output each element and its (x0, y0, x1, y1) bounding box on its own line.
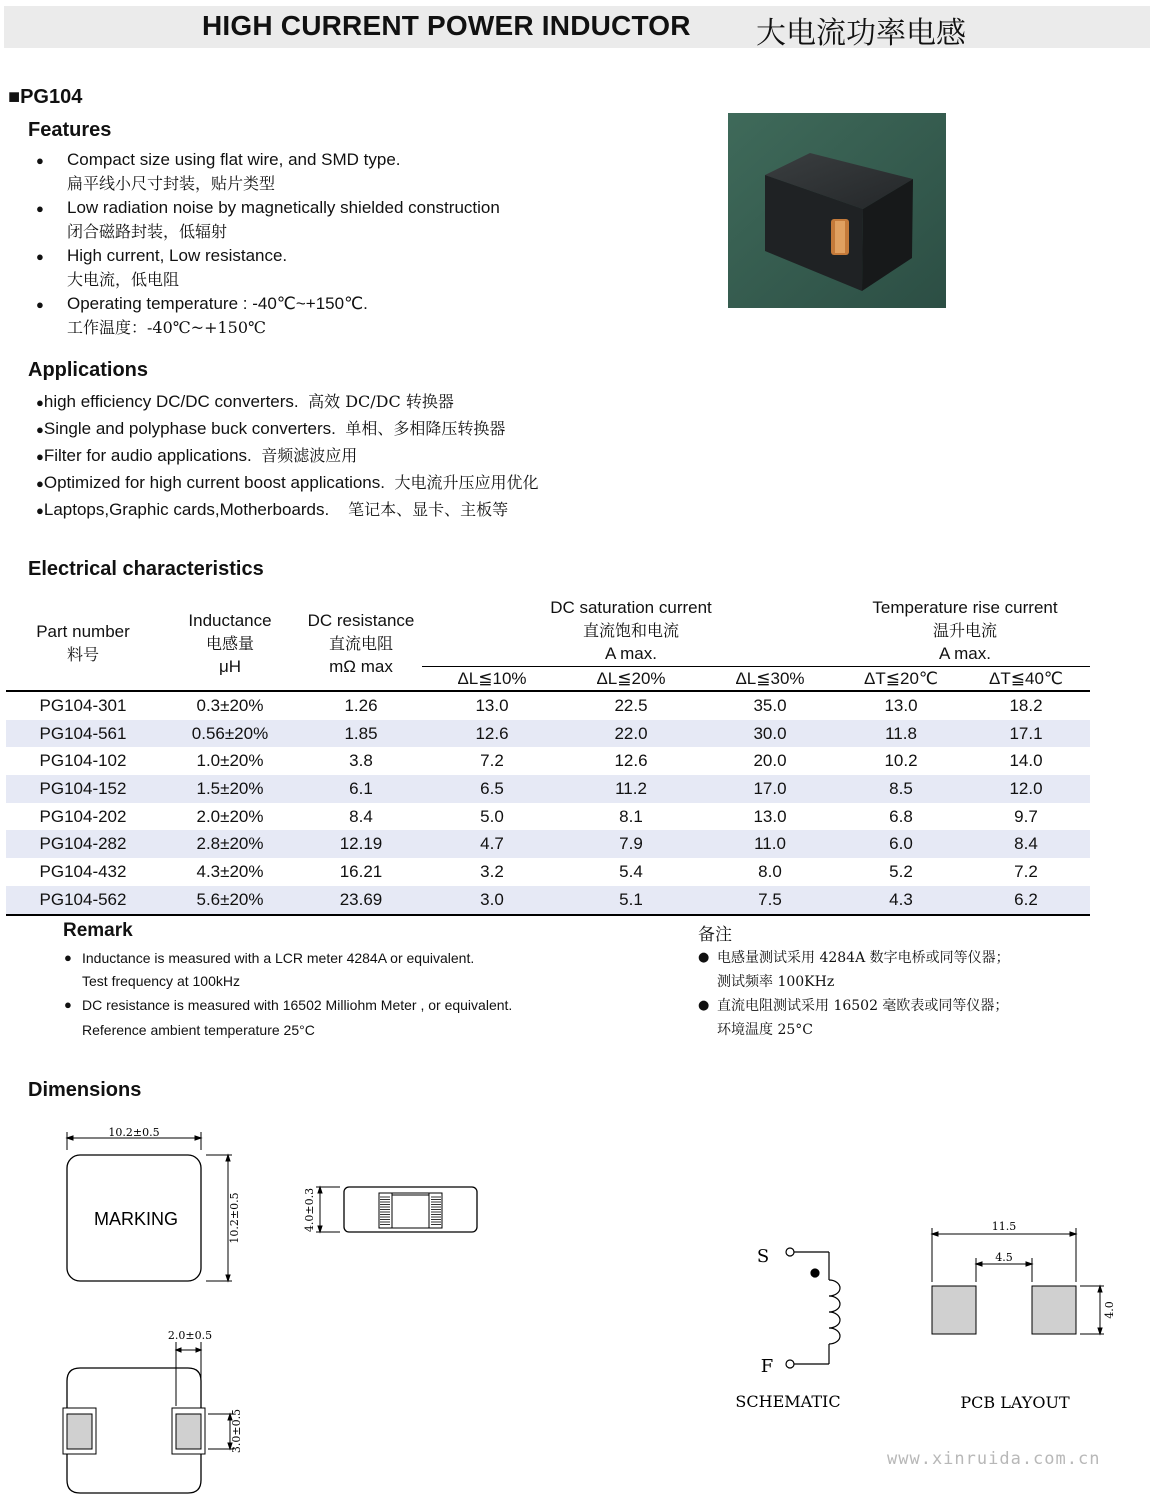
arrow-icon (195, 1136, 201, 1140)
table-cell: 18.2 (1009, 695, 1043, 715)
col-sat-20: ΔL≦20% (596, 669, 666, 688)
bullet-icon: ● (36, 476, 44, 491)
table-cell: 35.0 (753, 695, 787, 715)
table-cell: 8.1 (619, 806, 643, 826)
table-cell: PG104-282 (6, 830, 160, 858)
col-saturation-current: DC saturation current 直流饱和电流 A max. (422, 596, 840, 667)
bullet-icon: ● (36, 153, 44, 168)
col-temperature-rise: Temperature rise current 温升电流 A max. (840, 596, 1090, 667)
table-cell: 3.2 (480, 861, 504, 881)
application-item: ●Single and polyphase buck converters. 单相、多相降压转换器 (36, 419, 506, 438)
title-english: HIGH CURRENT POWER INDUCTOR (202, 10, 691, 41)
application-item: ●Filter for audio applications. 音频滤波应用 (36, 446, 358, 465)
table-cell: 1.5±20% (160, 775, 300, 803)
features-heading: Features (28, 119, 112, 141)
arrow-icon (976, 1262, 982, 1266)
table-cell: 6.2 (962, 886, 1090, 915)
table-cell: PG104-202 (39, 806, 127, 826)
bottom-view-drawing (63, 1342, 234, 1493)
bullet-icon: ● (36, 422, 44, 437)
bullet-icon: ● (36, 503, 44, 518)
bullet-icon: ● (698, 950, 710, 965)
winding-lines (380, 1197, 441, 1225)
product-photo (728, 113, 946, 308)
table-cell: PG104-102 (39, 751, 127, 771)
coil-icon (829, 1280, 840, 1344)
dim-pad-height: 3.0±0.5 (230, 1408, 243, 1454)
table-cell: 30.0 (700, 720, 840, 748)
marking-label: MARKING (93, 1209, 179, 1229)
table-cell: 13.0 (475, 695, 509, 715)
pcb-pad-right (1032, 1286, 1076, 1334)
table-cell: 11.2 (562, 775, 700, 803)
feature-item: ● Operating temperature : -40℃~+150℃. 工作温度：-40℃~+150℃ (36, 294, 368, 337)
dimension-drawings (0, 1110, 1152, 1504)
bullet-icon: ● (36, 201, 44, 216)
table-cell: PG104-301 (39, 695, 127, 715)
table-cell: 12.6 (614, 751, 648, 771)
table-row (6, 691, 1090, 720)
pcb-dim-height: 4.0 (1103, 1301, 1116, 1319)
application-item: ●Optimized for high current boost applications. 大电流升压应用优化 (36, 473, 539, 492)
table-cell: 7.2 (480, 751, 504, 771)
remark-item: ● 直流电阻测试采用 16502 毫欧表或同等仪器； 环境温度 25°C (698, 994, 1010, 1042)
table-cell: 6.1 (300, 775, 422, 803)
arrow-icon (318, 1187, 322, 1193)
arrow-icon (226, 1155, 230, 1161)
table-cell: 1.85 (300, 720, 422, 748)
pcb-dim-gap: 4.5 (995, 1251, 1013, 1264)
arrow-icon (226, 1275, 230, 1281)
arrow-icon (196, 1348, 201, 1352)
remark-heading: Remark (63, 920, 133, 941)
bullet-icon: ● (36, 395, 44, 410)
bullet-icon: ● (36, 297, 44, 312)
table-cell: 22.5 (614, 695, 648, 715)
table-cell: 23.69 (300, 886, 422, 915)
pad-left (67, 1414, 92, 1449)
col-sat-30: ΔL≦30% (735, 669, 805, 688)
table-cell: 11.8 (840, 720, 962, 748)
table-cell: PG104-561 (6, 720, 160, 748)
watermark: www.xinruida.com.cn (887, 1449, 1101, 1469)
table-cell: 1.26 (344, 695, 378, 715)
table-cell: 13.0 (884, 695, 918, 715)
electrical-heading: Electrical characteristics (28, 558, 264, 580)
table-row (6, 830, 1090, 858)
arrow-icon (1098, 1328, 1102, 1334)
side-view-drawing (316, 1187, 477, 1232)
part-heading (8, 86, 82, 109)
table-cell: 12.6 (422, 720, 562, 748)
table-cell: 8.4 (962, 830, 1090, 858)
table-cell: PG104-432 (39, 861, 127, 881)
remark-list-cn (698, 946, 1010, 1042)
arrow-icon (318, 1226, 322, 1232)
table-cell: 7.9 (562, 830, 700, 858)
table-cell: 12.19 (300, 830, 422, 858)
table-row (6, 720, 1090, 748)
table-cell: 10.2 (884, 751, 918, 771)
schematic-label: SCHEMATIC (735, 1392, 841, 1411)
feature-item: ● High current, Low resistance. 大电流，低电阻 (36, 246, 288, 289)
col-temp-40: ΔT≦40℃ (989, 669, 1063, 688)
arrow-icon (67, 1136, 73, 1140)
feature-item: ● Compact size using flat wire, and SMD type. 扁平线小尺寸封装，贴片类型 (36, 150, 401, 193)
arrow-icon (1098, 1286, 1102, 1292)
remark-item: ● DC resistance is measured with 16502 Milliohm Meter , or equivalent. Reference ambient temperature 25°C (64, 993, 512, 1042)
table-row (6, 858, 1090, 886)
pcb-dim-width: 11.5 (991, 1220, 1017, 1233)
dim-pad-width: 2.0±0.5 (167, 1329, 213, 1342)
table-row (6, 775, 1090, 803)
table-cell: 14.0 (1009, 751, 1043, 771)
table-cell: 22.0 (562, 720, 700, 748)
table-cell: 5.1 (562, 886, 700, 915)
side-view-terminal (379, 1193, 442, 1228)
table-cell: 0.3±20% (196, 695, 264, 715)
feature-item: ● Low radiation noise by magnetically shielded construction 闭合磁路封装，低辐射 (36, 198, 500, 241)
features-list (36, 148, 676, 340)
table-cell: 4.3 (840, 886, 962, 915)
table-cell: 5.6±20% (160, 886, 300, 915)
table-row (6, 747, 1090, 775)
table-cell: 17.1 (962, 720, 1090, 748)
application-item: ●high efficiency DC/DC converters. 高效 DC/DC 转换器 (36, 392, 454, 411)
bullet-icon: ● (64, 997, 72, 1012)
table-cell: 8.4 (349, 806, 373, 826)
terminal-s (786, 1248, 794, 1256)
pcb-layout-label: PCB LAYOUT (960, 1393, 1070, 1412)
table-cell: 2.8±20% (160, 830, 300, 858)
electrical-table (6, 596, 1090, 916)
applications-list (36, 389, 736, 524)
table-cell: 9.7 (1014, 806, 1038, 826)
table-cell: 6.0 (840, 830, 962, 858)
table-header-row (6, 596, 1090, 667)
table-cell: 6.8 (889, 806, 913, 826)
remark-item: ● Inductance is measured with a LCR meter 4284A or equivalent. Test frequency at 100kHz (64, 946, 512, 993)
arrow-icon (1070, 1232, 1076, 1236)
application-item: ●Laptops,Graphic cards,Motherboards. 笔记本、显卡、主板等 (36, 500, 509, 519)
table-cell: 6.5 (422, 775, 562, 803)
table-cell: 7.2 (1014, 861, 1038, 881)
schematic-s-label: S (756, 1246, 770, 1267)
schematic-f-label: F (760, 1356, 774, 1377)
col-part-number: Part number 料号 (36, 622, 130, 664)
table-cell: 16.21 (339, 861, 383, 881)
dim-side-height: 4.0±0.3 (303, 1187, 316, 1233)
table-cell: PG104-562 (6, 886, 160, 915)
table-cell: 7.5 (700, 886, 840, 915)
table-cell: 13.0 (753, 806, 787, 826)
table-cell: 12.0 (962, 775, 1090, 803)
remark-list-en (64, 946, 512, 1042)
arrow-icon (932, 1232, 938, 1236)
table-row (6, 803, 1090, 831)
dimensions-heading: Dimensions (28, 1079, 142, 1101)
dim-top-height: 10.2±0.5 (228, 1192, 241, 1244)
schematic-drawing (786, 1248, 840, 1368)
table-cell: 11.0 (700, 830, 840, 858)
col-sat-10: ΔL≦10% (457, 669, 527, 688)
pcb-layout-drawing (932, 1228, 1104, 1334)
table-cell: 20.0 (753, 751, 787, 771)
table-cell: 5.4 (619, 861, 643, 881)
col-temp-20: ΔT≦20℃ (864, 669, 938, 688)
polarity-dot-icon (811, 1269, 819, 1277)
table-cell: 0.56±20% (160, 720, 300, 748)
side-view-body (344, 1187, 477, 1232)
bullet-icon: ● (36, 449, 44, 464)
arrow-icon (1026, 1262, 1032, 1266)
table-cell: 5.2 (889, 861, 913, 881)
table-cell: 17.0 (700, 775, 840, 803)
applications-heading: Applications (28, 359, 149, 381)
part-marker: ■ (8, 86, 21, 108)
table-row (6, 886, 1090, 915)
col-inductance: Inductance 电感量 μH (188, 610, 272, 676)
pcb-pad-left (932, 1286, 976, 1334)
title-chinese: 大电流功率电感 (756, 16, 966, 51)
col-dc-resistance: DC resistance 直流电阻 mΩ max (307, 610, 415, 676)
table-cell: 4.7 (422, 830, 562, 858)
remark-heading-cn: 备注 (698, 925, 732, 945)
table-cell: 5.0 (480, 806, 504, 826)
dim-top-width: 10.2±0.5 (108, 1126, 160, 1139)
remark-item: ● 电感量测试采用 4284A 数字电桥或同等仪器； 测试频率 100KHz (698, 946, 1010, 994)
bullet-icon: ● (698, 998, 710, 1013)
bullet-icon: ● (36, 249, 44, 264)
terminal-f (786, 1360, 794, 1368)
arrow-icon (176, 1348, 181, 1352)
table-cell: 3.0 (422, 886, 562, 915)
table-cell: 8.0 (758, 861, 782, 881)
table-cell: 1.0±20% (196, 751, 264, 771)
part-name: PG104 (20, 86, 83, 108)
table-cell: 8.5 (840, 775, 962, 803)
table-body (6, 691, 1090, 915)
table-cell: 2.0±20% (196, 806, 264, 826)
table-cell: 4.3±20% (196, 861, 264, 881)
table-cell: 3.8 (349, 751, 373, 771)
table-cell: PG104-152 (6, 775, 160, 803)
pad-right (176, 1414, 201, 1449)
bullet-icon: ● (64, 950, 72, 965)
top-view-drawing (67, 1132, 232, 1281)
